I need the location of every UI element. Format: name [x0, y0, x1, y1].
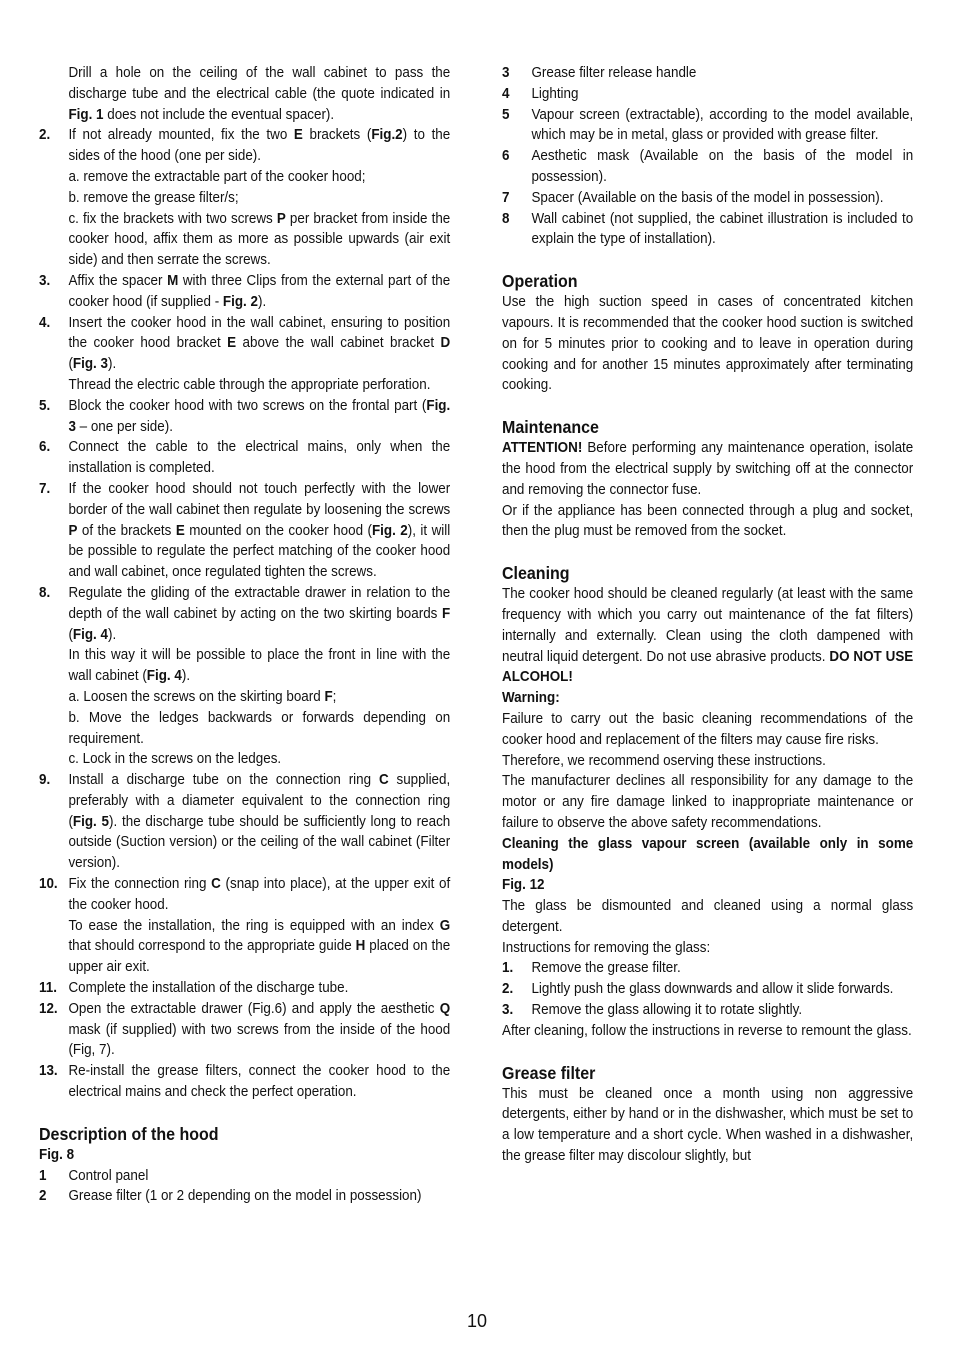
cleaning-paragraph	[502, 584, 913, 688]
bold-run: Fig.2	[371, 127, 403, 144]
maintenance-plug-paragraph: Or if the appliance has been connected through a plug and socket, then the plug must be removed from the socket.	[502, 502, 914, 540]
warning-label: Warning:	[502, 690, 560, 707]
bold-run: H	[355, 938, 366, 955]
item-text: Grease filter release handle	[531, 65, 697, 81]
item-number: 3.	[39, 272, 51, 289]
text-run: Regulate the gliding of the extractable drawer in relation to the depth of the wall cabinet by acting on the two skirting boards	[68, 584, 451, 622]
item-number: 6	[502, 148, 510, 165]
maintenance-attention-paragraph	[502, 438, 913, 500]
text-run: Re-install the grease filters, connect the cooker hood to the electrical mains and check the perfect operation.	[68, 1063, 451, 1101]
item-number: 8	[502, 210, 510, 227]
item-number: 2	[39, 1188, 47, 1205]
item-text: Lighting	[531, 85, 579, 102]
item-number: 8.	[39, 584, 51, 601]
item-number: 5.	[39, 397, 51, 414]
item-text	[68, 479, 450, 583]
parts-list-item	[502, 209, 913, 251]
bold-run: Fig. 3	[72, 356, 108, 373]
text-run: Thread the electric cable through the appropriate perforation.	[68, 376, 431, 393]
text-run: Drill a hole on the ceiling of the wall cabinet to pass the discharge tube and the electrical cable (the quote indicated in	[68, 65, 451, 102]
bold-run: F	[442, 605, 451, 622]
item-number: 1.	[502, 960, 514, 977]
text-run: Connect the cable to the electrical mains, only when the installation is completed.	[68, 439, 451, 477]
bold-run: P	[68, 522, 78, 539]
item-number: 13.	[39, 1063, 58, 1080]
item-number: 9.	[39, 772, 51, 789]
warning-paragraph-2: Therefore, we recommend oserving these instructions.	[502, 752, 826, 769]
step-subparagraph	[39, 209, 450, 271]
hood-parts-list-continued	[502, 63, 913, 250]
item-text: Wall cabinet (not supplied, the cabinet illustration is included to explain the type of installation).	[531, 210, 914, 248]
text-run: with three Clips from the external part of the cooker hood (if supplied -	[68, 272, 451, 310]
item-number: 7	[502, 189, 510, 206]
hood-parts-list	[39, 1166, 450, 1208]
item-text	[68, 583, 450, 645]
text-run: To ease the installation, the ring is equipped with an index	[68, 917, 440, 934]
text-run: If not already mounted, fix the two	[68, 127, 294, 144]
text-run: placed on the upper air exit.	[68, 938, 451, 976]
text-run: ).	[107, 626, 117, 643]
text-run: that should correspond to the appropriate guide	[68, 938, 356, 955]
text-run: ;	[332, 688, 337, 705]
step-item	[39, 583, 450, 645]
spacer	[502, 1042, 913, 1063]
item-text: Remove the grease filter.	[531, 960, 681, 977]
item-number: 12.	[39, 1000, 58, 1017]
glass-step-item	[502, 979, 913, 1000]
glass-step-item	[502, 1000, 913, 1021]
text-run: ), it will be possible to regulate the perfect matching of the cooker hood and wall cabinet, once regulated tighten the screws.	[68, 522, 451, 581]
text-run: ). the discharge tube should be sufficiently long to reach outside (Suction version) or the ceiling of the wall cabinet (Filter version).	[68, 813, 451, 872]
text-run: (	[68, 626, 73, 643]
glass-step-item	[502, 958, 913, 979]
bold-run: Fig. 3	[68, 397, 451, 435]
spacer	[502, 250, 913, 271]
text-run: mask (if supplied) with two screws from the inside of the hood (Fig, 7).	[68, 1021, 451, 1059]
item-text: Grease filter (1 or 2 depending on the model in possession)	[68, 1188, 422, 1205]
intro-paragraph	[39, 63, 450, 125]
bold-run: Fig. 2	[222, 293, 258, 310]
step-subparagraph	[39, 749, 450, 770]
text-run: ).	[181, 668, 191, 685]
left-column	[39, 63, 450, 1207]
bold-run: E	[175, 522, 185, 539]
item-text: Remove the glass allowing it to rotate slightly.	[531, 1002, 803, 1019]
item-text: Spacer (Available on the basis of the model in possession).	[531, 189, 884, 206]
bold-run: Q	[439, 1000, 451, 1017]
item-text	[68, 437, 450, 479]
step-subparagraph	[39, 188, 450, 209]
bold-run: Fig. 4	[146, 668, 182, 685]
item-number: 6.	[39, 439, 51, 456]
item-text	[68, 978, 450, 999]
step-item	[39, 1061, 450, 1103]
bold-run: DO NOT USE ALCOHOL!	[502, 648, 914, 686]
item-text	[68, 874, 450, 916]
item-number: 4.	[39, 314, 51, 331]
text-run: Fix the connection ring	[68, 876, 212, 893]
text-run: – one per side).	[75, 418, 173, 435]
step-subparagraph	[39, 916, 450, 978]
item-number: 10.	[39, 876, 58, 893]
text-run: (	[68, 356, 73, 373]
step-subparagraph	[39, 645, 450, 687]
text-run: ).	[107, 356, 117, 373]
operation-paragraph: Use the high suction speed in cases of concentrated kitchen vapours. It is recommended that the cooker hood suction is switched on for 5 minutes prior to cooking and to leave in operation during cooking and for another 15 minutes approximately after terminating cooking.	[502, 294, 914, 394]
section-heading-operation: Operation	[502, 271, 578, 292]
item-text: Control panel	[68, 1167, 149, 1184]
item-number: 4	[502, 85, 510, 102]
text-run: ) to the sides of the hood (one per side).	[68, 127, 451, 165]
step-item	[39, 313, 450, 375]
step-item	[39, 999, 450, 1061]
parts-list-item	[502, 105, 913, 147]
parts-list-item	[502, 63, 913, 84]
section-heading-grease-filter: Grease filter	[502, 1062, 596, 1083]
bold-run: ATTENTION!	[502, 440, 583, 457]
text-run: Open the extractable drawer (Fig.6) and apply the aesthetic	[68, 1000, 440, 1017]
figure-reference: Fig. 8	[39, 1146, 75, 1163]
bold-run: E	[227, 335, 237, 352]
text-run: supplied, preferably with a diameter equivalent to the connection ring (	[68, 772, 451, 830]
item-text	[68, 313, 450, 375]
bold-run: C	[378, 772, 389, 789]
text-run: Complete the installation of the discharge tube.	[68, 980, 349, 997]
text-run: ).	[257, 293, 267, 310]
step-item	[39, 271, 450, 313]
text-run: does not include the eventual spacer).	[103, 106, 335, 123]
item-text: Lightly push the glass downwards and allow it slide forwards.	[531, 981, 894, 998]
bold-run: Fig. 1	[68, 106, 104, 123]
spacer	[39, 1103, 450, 1124]
glass-paragraph-2: Instructions for removing the glass:	[502, 939, 711, 956]
item-text: Vapour screen (extractable), according to the model available, which may be in metal, glass or provided with grease filter.	[531, 106, 914, 144]
step-item	[39, 874, 450, 916]
item-text	[68, 271, 450, 313]
bold-run: M	[167, 272, 179, 289]
text-run: Before performing any maintenance operation, isolate the hood from the electrical supply by switching off at the connector and removing the connector fuse.	[502, 440, 914, 498]
section-heading-description: Description of the hood	[39, 1123, 219, 1144]
spacer	[502, 396, 913, 417]
text-run: Install a discharge tube on the connection ring	[68, 772, 379, 789]
section-heading-maintenance: Maintenance	[502, 417, 599, 438]
section-heading-cleaning: Cleaning	[502, 563, 570, 584]
text-run: Block the cooker hood with two screws on the frontal part (	[68, 397, 427, 414]
bold-run: E	[293, 127, 303, 144]
parts-list-item	[502, 146, 913, 188]
text-run: c. fix the brackets with two screws	[68, 210, 277, 227]
bold-run: D	[440, 335, 451, 352]
step-subparagraph	[39, 167, 450, 188]
text-run: per bracket from inside the cooker hood, affix them as more as possible upwards (air exit side) and then serrate the screws.	[68, 210, 451, 269]
parts-list-item	[502, 188, 913, 209]
text-run: of the brackets	[77, 522, 176, 539]
step-item	[39, 437, 450, 479]
parts-list-item	[39, 1166, 450, 1187]
text-run: a. remove the extractable part of the cooker hood;	[68, 168, 366, 185]
right-column	[502, 63, 913, 1167]
text-run: If the cooker hood should not touch perfectly with the lower border of the wall cabinet then regulate by loosening the screws	[68, 480, 451, 518]
text-run: (snap into place), at the upper exit of the cooker hood.	[68, 876, 451, 913]
step-item	[39, 125, 450, 167]
item-text	[68, 770, 450, 874]
step-subparagraph	[39, 687, 450, 708]
bold-run: F	[324, 688, 333, 705]
warning-paragraph-3: The manufacturer declines all responsibility for any damage to the motor or any fire damage linked to inappropriate maintenance or failure to observe the above safety recommendations.	[502, 773, 914, 831]
figure-reference: Fig. 12	[502, 877, 545, 894]
warning-paragraph-1: Failure to carry out the basic cleaning recommendations of the cooker hood and replacement of the filters may cause fire risks.	[502, 710, 914, 748]
grease-filter-paragraph: This must be cleaned once a month using non aggressive detergents, either by hand or in the dishwasher, which must be set to a low temperature and a short cycle. When washed in a dishwasher, the grease filter may discolour slightly, but	[502, 1085, 914, 1165]
step-subparagraph	[39, 375, 450, 396]
item-text	[68, 1061, 450, 1103]
step-item	[39, 770, 450, 874]
item-number: 1	[39, 1167, 47, 1184]
glass-cleaning-heading: Cleaning the glass vapour screen (available only in some models)	[502, 835, 914, 873]
installation-steps	[39, 125, 450, 1102]
item-text	[68, 125, 450, 167]
text-run: a. Loosen the screws on the skirting board	[68, 688, 325, 705]
text-run: c. Lock in the screws on the ledges.	[68, 751, 282, 768]
text-run: Affix the spacer	[68, 272, 168, 289]
item-text	[68, 396, 450, 438]
step-item	[39, 479, 450, 583]
text-run: b. Move the ledges backwards or forwards depending on requirement.	[68, 709, 451, 747]
text-run: mounted on the cooker hood (	[184, 522, 372, 539]
text-run: Insert the cooker hood in the wall cabinet, ensuring to position the cooker hood bracket	[68, 314, 451, 352]
bold-run: P	[276, 210, 286, 227]
step-item	[39, 396, 450, 438]
page-number: 10	[466, 1311, 488, 1331]
text-run: b. remove the grease filter/s;	[68, 189, 239, 206]
item-number: 2.	[502, 981, 514, 998]
item-number: 5	[502, 106, 510, 123]
bold-run: C	[211, 876, 221, 893]
text-run: The cooker hood should be cleaned regularly (at least with the same frequency with which you carry out maintenance of the fat filters) internally and externally. Clean using the cloth dampened with neutral liquid detergent. Do not use abrasive products.	[502, 586, 914, 665]
glass-paragraph-1: The glass be dismounted and cleaned using a normal glass detergent.	[502, 898, 914, 935]
text-run: above the wall cabinet bracket	[236, 335, 441, 352]
spacer	[502, 542, 913, 563]
parts-list-item	[502, 84, 913, 105]
bold-run: Fig. 5	[72, 813, 110, 830]
item-number: 11.	[39, 980, 57, 997]
bold-run: G	[439, 917, 451, 934]
item-number: 3.	[502, 1002, 514, 1019]
glass-paragraph-3: After cleaning, follow the instructions in reverse to remount the glass.	[502, 1022, 912, 1039]
glass-removal-steps	[502, 958, 913, 1020]
item-text	[68, 999, 450, 1061]
item-number: 2.	[39, 127, 51, 144]
parts-list-item	[39, 1186, 450, 1207]
bold-run: Fig. 4	[72, 626, 108, 643]
item-number: 3	[502, 65, 510, 81]
item-number: 7.	[39, 480, 51, 497]
item-text: Aesthetic mask (Available on the basis of the model in possession).	[531, 148, 914, 185]
step-item	[39, 978, 450, 999]
text-run: In this way it will be possible to place the front in line with the wall cabinet (	[68, 647, 451, 685]
step-subparagraph	[39, 708, 450, 750]
bold-run: Fig. 2	[371, 522, 408, 539]
text-run: brackets (	[302, 127, 372, 144]
